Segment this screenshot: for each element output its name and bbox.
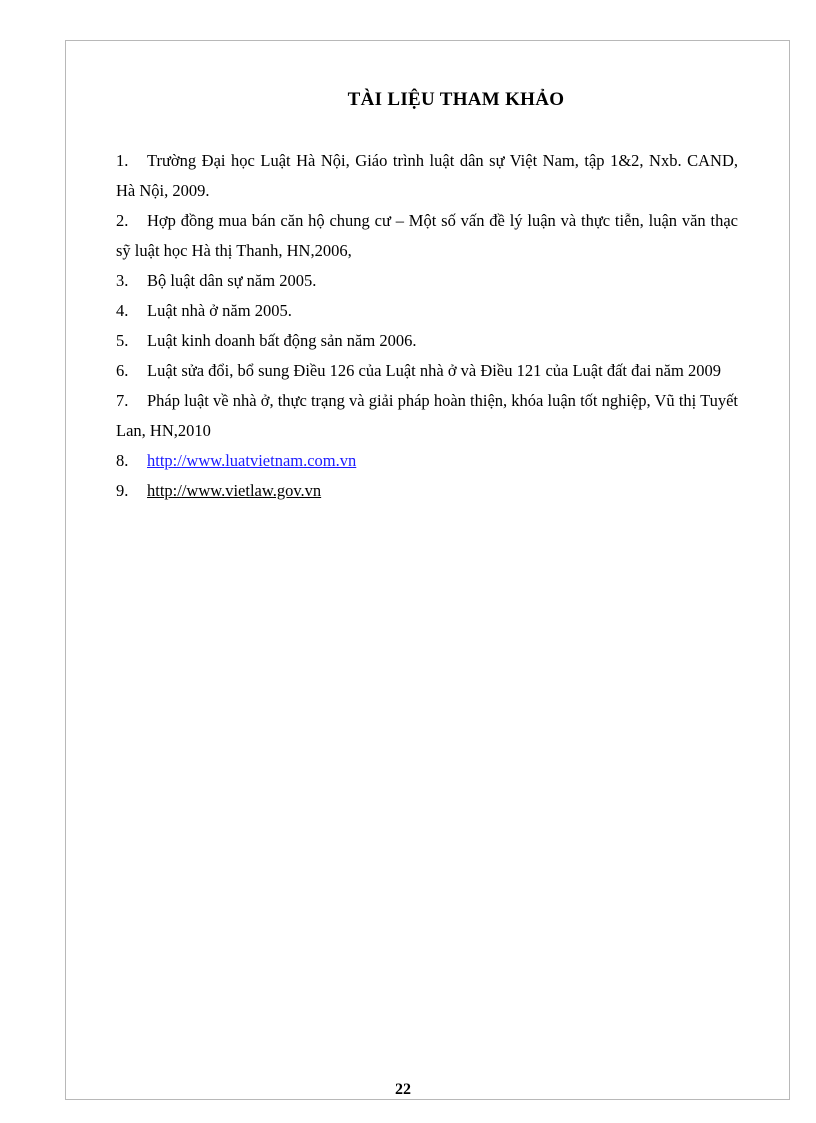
reference-number: 9. (116, 481, 129, 500)
reference-link-vietlaw[interactable]: http://www.vietlaw.gov.vn (147, 481, 322, 500)
reference-text: Luật sửa đổi, bổ sung Điều 126 của Luật nhà ở và Điều 121 của Luật đất đai năm 2009 (147, 361, 721, 380)
list-item (116, 296, 738, 326)
reference-number: 1. (116, 151, 129, 170)
list-item (116, 326, 738, 356)
reference-number: 2. (116, 211, 129, 230)
list-item (116, 446, 738, 476)
reference-text: Bộ luật dân sự năm 2005. (147, 271, 317, 290)
reference-number: 7. (116, 391, 129, 410)
list-item (116, 356, 738, 386)
reference-text: Luật nhà ở năm 2005. (147, 301, 292, 320)
reference-link-luatvietnam[interactable]: http://www.luatvietnam.com.vn (147, 451, 357, 470)
reference-text: Trường Đại học Luật Hà Nội, Giáo trình luật dân sự Việt Nam, tập 1&2, Nxb. CAND, Hà Nội, 2009. (116, 151, 738, 200)
list-item (116, 206, 738, 266)
list-item (116, 266, 738, 296)
reference-number: 6. (116, 361, 129, 380)
list-item (116, 146, 738, 206)
reference-text: Pháp luật về nhà ở, thực trạng và giải pháp hoàn thiện, khóa luận tốt nghiệp, Vũ thị Tuyết Lan, HN,2010 (116, 391, 738, 440)
reference-number: 4. (116, 301, 129, 320)
list-item (116, 386, 738, 446)
reference-text: Hợp đồng mua bán căn hộ chung cư – Một số vấn đề lý luận và thực tiễn, luận văn thạc sỹ luật học Hà thị Thanh, HN,2006, (116, 211, 738, 260)
reference-number: 8. (116, 451, 129, 470)
list-item (116, 476, 738, 506)
page-number: 22 (395, 1081, 411, 1098)
reference-list (116, 146, 738, 506)
reference-number: 3. (116, 271, 129, 290)
reference-text: Luật kinh doanh bất động sản năm 2006. (147, 331, 417, 350)
page-title: TÀI LIỆU THAM KHẢO (347, 89, 565, 110)
reference-number: 5. (116, 331, 129, 350)
